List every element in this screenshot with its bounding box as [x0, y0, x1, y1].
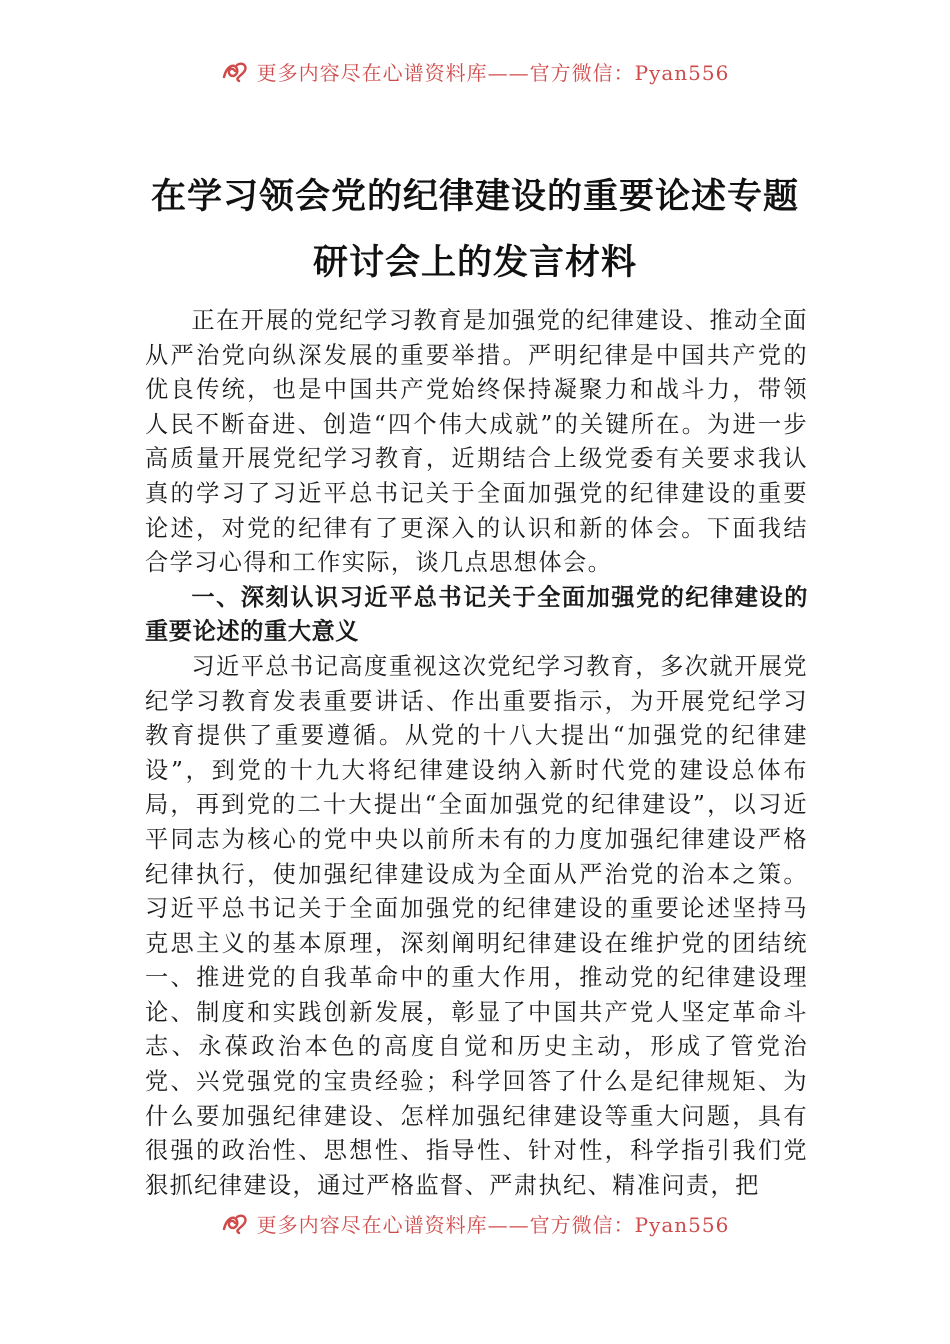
header-watermark-text: 更多内容尽在心谱资料库——官方微信：Pyan556 — [256, 60, 730, 85]
body-paragraph: 习近平总书记高度重视这次党纪学习教育，多次就开展党纪学习教育发表重要讲话、作出重要指示，为开展党纪学习教育提供了重要遵循。从党的十八大提出“加强党的纪律建设”，到党的十九大将纪律建设纳入新时代党的建设总体布局，再到党的二十大提出“全面加强党的纪律建设”，以习近平同志为核心的党中央以前所未有的力度加强纪律建设严格纪律执行，使加强纪律建设成为全面从严治党的治本之策。习近平总书记关于全面加强党的纪律建设的重要论述坚持马克思主义的基本原理，深刻阐明纪律建设在维护党的团结统一、推进党的自我革命中的重大作用，推动党的纪律建设理论、制度和实践创新发展，彰显了中国共产党人坚定革命斗志、永葆政治本色的高度自觉和历史主动，形成了管党治党、兴党强党的宝贵经验；科学回答了什么是纪律规矩、为什么要加强纪律建设、怎样加强纪律建设等重大问题，具有很强的政治性、思想性、指导性、针对性，科学指引我们党狠抓纪律建设，通过严格监督、严肃执纪、精准问责，把 — [145, 652, 808, 1199]
document-title: 在学习领会党的纪律建设的重要论述专题研讨会上的发言材料 — [150, 176, 799, 283]
document-body — [145, 304, 808, 1203]
brand-logo-icon — [221, 59, 251, 83]
brand-logo-icon — [221, 1211, 251, 1235]
intro-paragraph: 正在开展的党纪学习教育是加强党的纪律建设、推动全面从严治党向纵深发展的重要举措。严明纪律是中国共产党的优良传统，也是中国共产党始终保持凝聚力和战斗力，带领人民不断奋进、创造“四个伟大成就”的关键所在。为进一步高质量开展党纪学习教育，近期结合上级党委有关要求我认真的学习了习近平总书记关于全面加强党的纪律建设的重要论述，对党的纪律有了更深入的认识和新的体会。下面我结合学习心得和工作实际，谈几点思想体会。 — [145, 307, 808, 577]
section-heading-1: 一、深刻认识习近平总书记关于全面加强党的纪律建设的重要论述的重大意义 — [145, 583, 808, 646]
footer-watermark-text: 更多内容尽在心谱资料库——官方微信：Pyan556 — [256, 1212, 730, 1237]
header-watermark — [0, 56, 950, 86]
footer-watermark — [0, 1208, 950, 1238]
